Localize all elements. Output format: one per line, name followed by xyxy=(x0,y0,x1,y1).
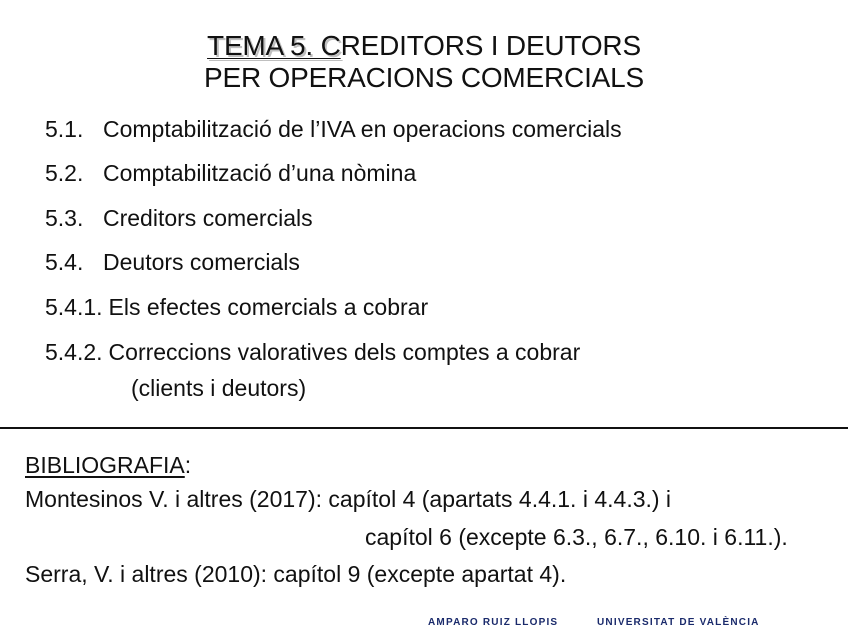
footer-author: AMPARO RUIZ LLOPIS xyxy=(428,617,559,628)
toc-label: Correccions valoratives dels comptes a cobrar xyxy=(108,339,581,365)
title-prefix: TEMA 5. C xyxy=(207,30,341,61)
footer-institution: UNIVERSITAT DE VALÈNCIA xyxy=(597,617,760,628)
bibliography-entry-continuation: capítol 6 (excepte 6.3., 6.7., 6.10. i 6.11.). xyxy=(365,524,788,550)
toc-item xyxy=(45,293,428,321)
title-rest: REDITORS I DEUTORS xyxy=(340,30,641,61)
bibliography-heading-text: BIBLIOGRAFIA xyxy=(25,452,185,478)
bibliography-heading xyxy=(25,450,191,480)
toc-item xyxy=(45,159,416,187)
toc-label: Comptabilització de l’IVA en operacions comercials xyxy=(103,116,622,142)
toc-item xyxy=(45,338,580,366)
toc-number: 5.4.1. xyxy=(45,294,103,320)
toc-item-continuation: (clients i deutors) xyxy=(131,375,307,401)
toc-number: 5.4. xyxy=(45,249,84,275)
page-title xyxy=(0,30,848,94)
toc-number: 5.1. xyxy=(45,116,84,142)
toc-label: Comptabilització d’una nòmina xyxy=(103,160,417,186)
toc-label: Els efectes comercials a cobrar xyxy=(108,294,429,320)
toc-item xyxy=(45,204,313,232)
toc-item xyxy=(45,248,300,276)
bibliography-entry-line: Serra, V. i altres (2010): capítol 9 (excepte apartat 4). xyxy=(25,561,567,587)
toc-item xyxy=(45,115,622,143)
toc-label: Creditors comercials xyxy=(103,205,313,231)
toc-number: 5.2. xyxy=(45,160,84,186)
toc-number: 5.4.2. xyxy=(45,339,103,365)
toc-number: 5.3. xyxy=(45,205,84,231)
title-line-1 xyxy=(0,30,848,62)
bibliography-heading-colon: : xyxy=(184,452,192,478)
title-line-2: PER OPERACIONS COMERCIALS xyxy=(204,62,644,93)
toc-label: Deutors comercials xyxy=(103,249,300,275)
bibliography-entry-line: Montesinos V. i altres (2017): capítol 4 (apartats 4.4.1. i 4.4.3.) i xyxy=(25,486,672,512)
section-divider xyxy=(0,427,848,429)
